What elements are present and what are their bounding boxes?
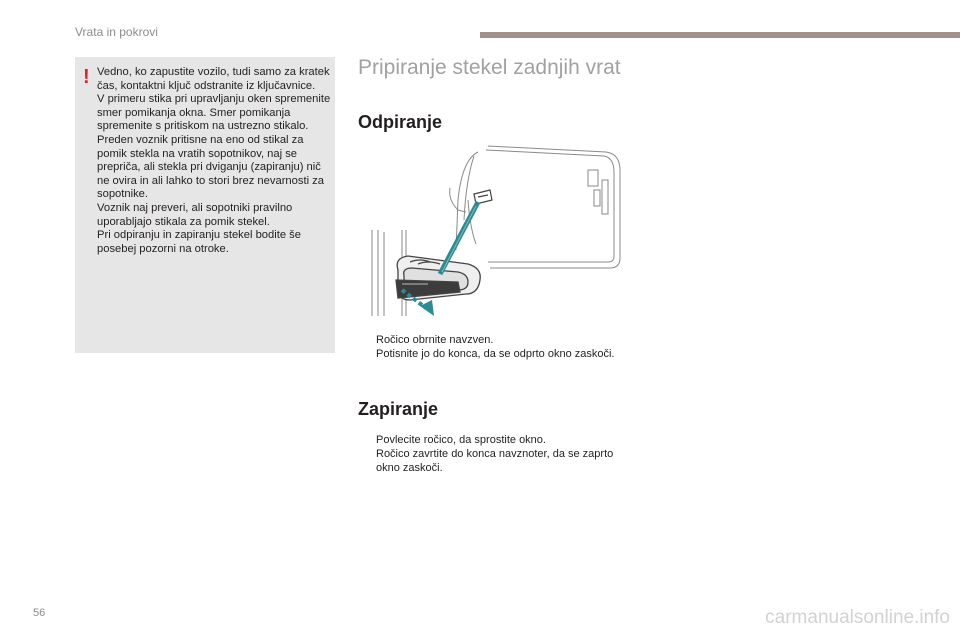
list-item — [358, 447, 618, 475]
warning-paragraph: Vedno, ko zapustite vozilo, tudi samo za kratek čas, kontaktni ključ odstranite iz ključavnice. — [97, 66, 330, 92]
step-text: Povlecite ročico, da sprostite okno. — [376, 434, 546, 446]
header-bar — [480, 32, 960, 38]
section-title: Pripiranje stekel zadnjih vrat — [358, 56, 621, 79]
closing-title: Zapiranje — [358, 399, 439, 419]
warning-paragraph: Pri odpiranju in zapiranju stekel bodite še posebej pozorni na otroke. — [97, 229, 301, 255]
step-text: Ročico zavrtite do konca navznoter, da se zaprto okno zaskoči. — [376, 448, 614, 474]
warning-paragraph: Voznik naj preveri, ali sopotniki pravilno uporabljajo stikala za pomik stekel. — [97, 201, 293, 228]
header-title: Vrata in pokrovi — [75, 25, 158, 39]
list-item — [358, 347, 618, 361]
watermark: carmanualsonline.info — [765, 607, 950, 628]
closing-steps — [358, 433, 618, 475]
page-number: 56 — [33, 607, 46, 619]
list-item — [358, 433, 618, 447]
warning-paragraph: Preden voznik pritisne na eno od stikal za pomik stekla na vratih sopotnikov, naj se prepriča, ali stekla pri dviganju (zapiranju) nič ne ovira in ali lahko to stori brez nevarnosti za sopotnike. — [97, 133, 324, 201]
step-text: Potisnite jo do konca, da se odprto okno zaskoči. — [376, 348, 615, 360]
warning-text — [97, 66, 331, 256]
exclamation-icon: ! — [83, 66, 90, 88]
warning-box — [75, 57, 335, 353]
step-text: Ročico obrnite navzven. — [376, 334, 494, 346]
warning-paragraph: V primeru stika pri upravljanju oken spremenite smer pomikanja okna. Smer pomikanja spremenite s pritiskom na ustrezno stikalo. — [97, 93, 331, 133]
window-latch-illustration — [358, 140, 628, 320]
list-item — [358, 333, 618, 347]
opening-title: Odpiranje — [358, 112, 443, 132]
opening-steps — [358, 333, 618, 361]
